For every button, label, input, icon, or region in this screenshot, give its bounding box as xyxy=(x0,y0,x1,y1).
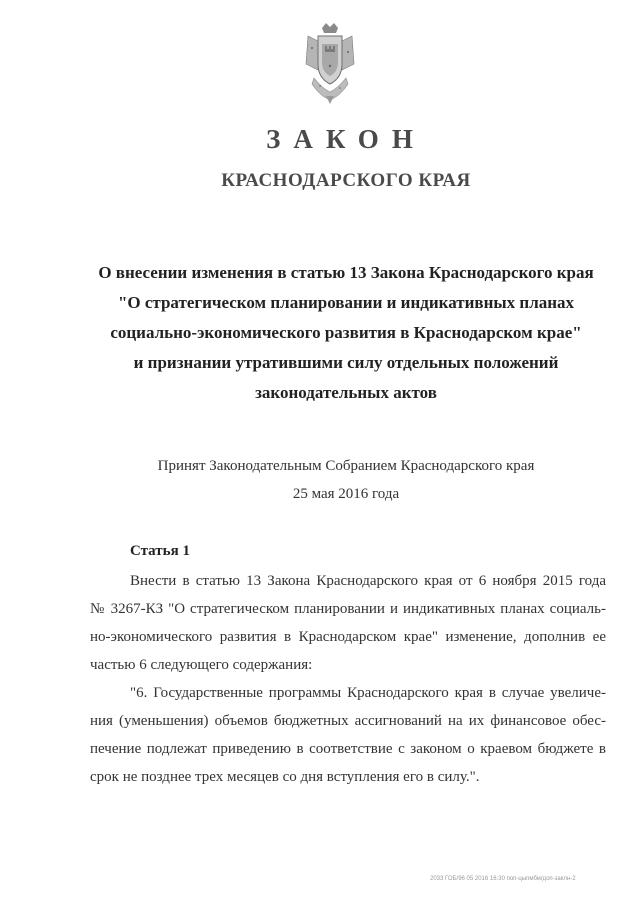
coat-of-arms-icon xyxy=(300,22,360,104)
law-subtitle: КРАСНОДАРСКОГО КРАЯ xyxy=(221,170,471,191)
document-footer-code: 2033 ГОБ/96 05 2016 16:30 поп-цыпмбм/доп-заклн-2 xyxy=(430,876,576,882)
adoption-date: 25 мая 2016 года xyxy=(292,486,400,502)
paragraph-line: печение подлежат приведению в соответствие с законом о краевом бюджете в xyxy=(90,741,606,757)
paragraph-line: но-экономического развития в Краснодарском крае" изменение, дополнив ее xyxy=(90,629,606,645)
law-title: ЗАКОН xyxy=(266,124,426,154)
article-paragraph-1 xyxy=(90,567,606,679)
heading-line: О внесении изменения в статью 13 Закона Краснодарского края xyxy=(98,263,594,282)
paragraph-line: срок не позднее трех месяцев со дня вступления его в силу.". xyxy=(90,769,480,785)
heading-line: социально-экономического развития в Краснодарском крае" xyxy=(110,323,582,342)
adoption-statement xyxy=(60,452,632,508)
paragraph-line: ния (уменьшения) объемов бюджетных ассигнований на их финансовое обес- xyxy=(90,713,606,729)
heading-line: и признании утратившими силу отдельных положений xyxy=(133,353,559,372)
article-paragraph-2 xyxy=(90,679,606,791)
heading-line: законодательных актов xyxy=(255,383,437,402)
paragraph-line: "6. Государственные программы Краснодарского края в случае увеличе- xyxy=(130,685,606,701)
heading-line: "О стратегическом планировании и индикативных планах xyxy=(117,293,575,312)
paragraph-line: № 3267-КЗ "О стратегическом планировании и индикативных планах социаль- xyxy=(90,601,606,617)
article-title: Статья 1 xyxy=(130,543,190,559)
paragraph-line: Внести в статью 13 Закона Краснодарского края от 6 ноября 2015 года xyxy=(130,573,606,589)
adoption-line: Принят Законодательным Собранием Краснодарского края xyxy=(157,458,535,474)
document-heading xyxy=(60,258,632,408)
paragraph-line: частью 6 следующего содержания: xyxy=(90,657,313,673)
